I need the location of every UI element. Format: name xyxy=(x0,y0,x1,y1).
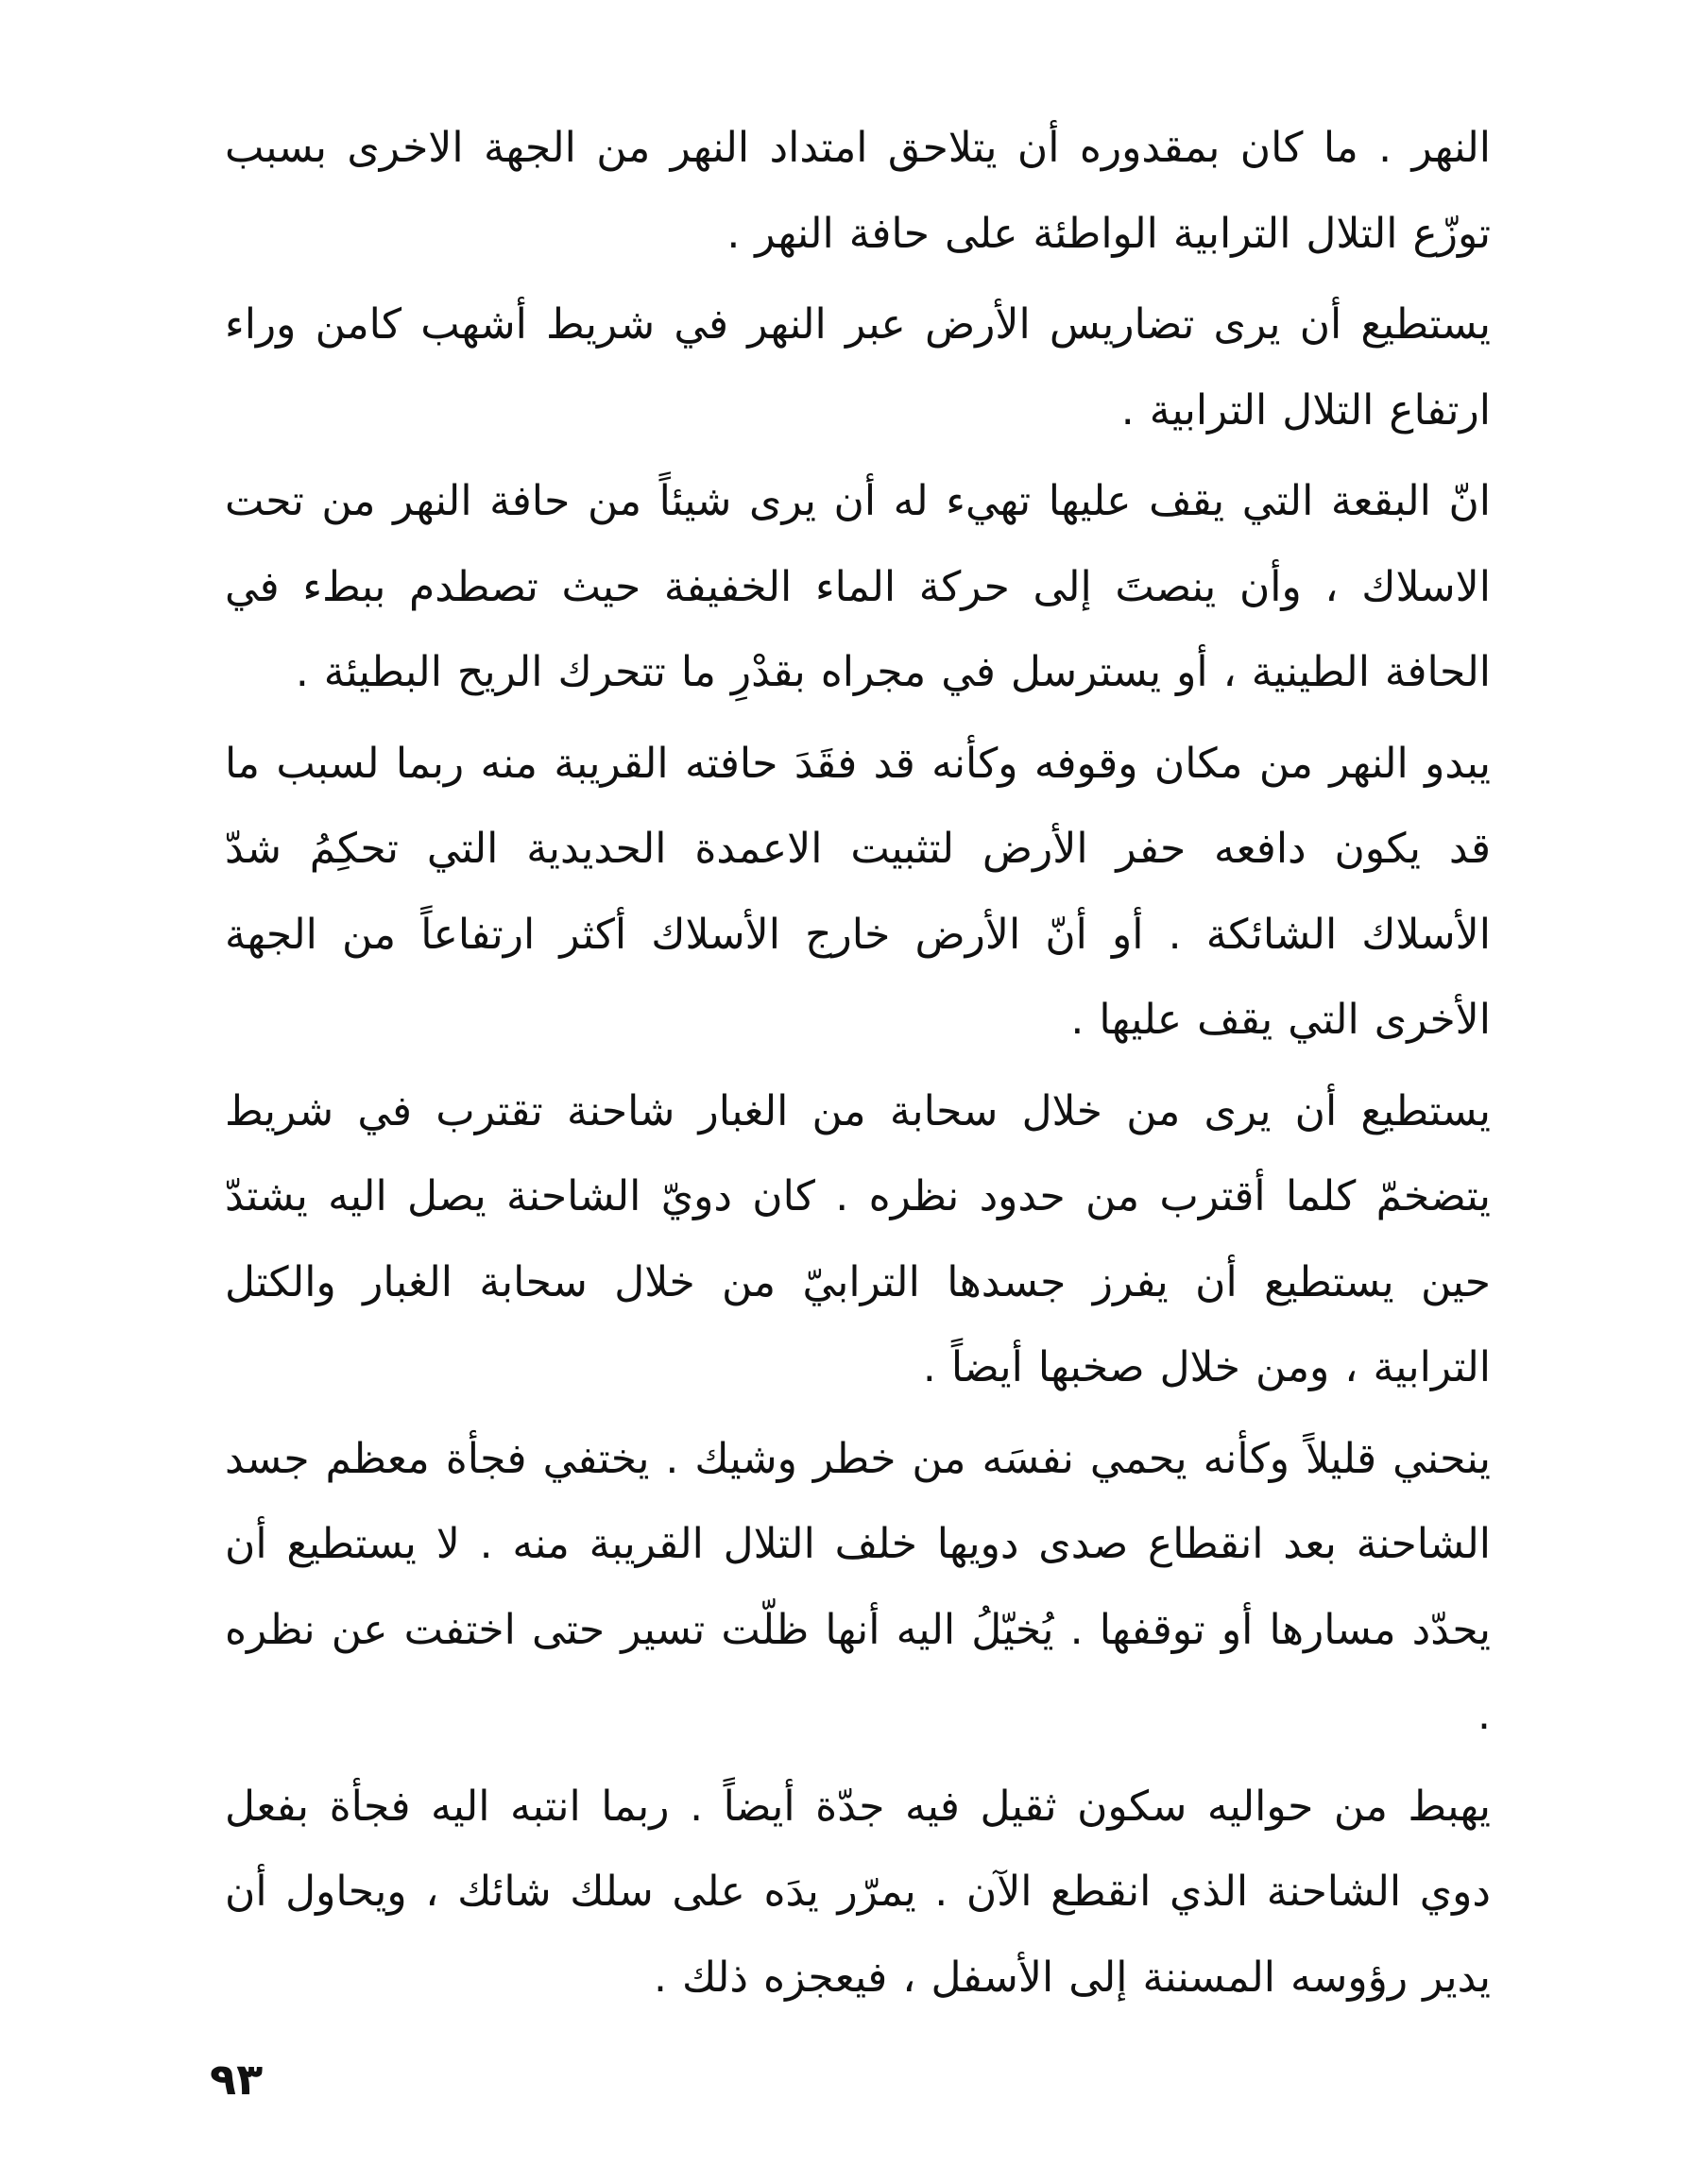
paragraph-3: انّ البقعة التي يقف عليها تهيء له أن يرى شيئاً من حافة النهر من تحت الاسلاك ، وأن ينصتَ إلى حركة الماء الخفيفة حيث تصطدم ببطء في الحافة الطينية ، أو يسترسل في مجراه بقدْرِ ما تتحرك الريح البطيئة . xyxy=(225,477,1491,696)
page-number: ٩٣ xyxy=(210,2054,264,2105)
paragraph-5: يستطيع أن يرى من خلال سحابة من الغبار شاحنة تقترب في شريط يتضخمّ كلما أقترب من حدود نظره . كان دويّ الشاحنة يصل اليه يشتدّ حين يستطيع أن يفرز جسدها الترابيّ من خلال سحابة الغبار والكتل الترابية ، ومن خلال صخبها أيضاً . xyxy=(225,1086,1491,1391)
paragraph-7: يهبط من حواليه سكون ثقيل فيه جدّة أيضاً . ربما انتبه اليه فجأة بفعل دوي الشاحنة الذي انقطع الآن . يمرّر يدَه على سلك شائك ، ويحاول أن يدير رؤوسه المسننة إلى الأسفل ، فيعجزه ذلك . xyxy=(225,1782,1491,2002)
paragraph-4: يبدو النهر من مكان وقوفه وكأنه قد فقَدَ حافته القريبة منه ربما لسبب ما قد يكون دافعه حفر الأرض لتثبيت الاعمدة الحديدية التي تحكِمُ شدّ الأسلاك الشائكة . أو أنّ الأرض خارج الأسلاك أكثر ارتفاعاً من الجهة الأخرى التي يقف عليها . xyxy=(225,739,1491,1044)
paragraph-1: النهر . ما كان بمقدوره أن يتلاحق امتداد النهر من الجهة الاخرى بسبب توزّع التلال الترابية الواطئة على حافة النهر . xyxy=(225,124,1491,258)
paragraph-6: ينحني قليلاً وكأنه يحمي نفسَه من خطر وشيك . يختفي فجأة معظم جسد الشاحنة بعد انقطاع صدى دويها خلف التلال القريبة منه . لا يستطيع أن يحدّد مسارها أو توقفها . يُخيّلُ اليه أنها ظلّت تسير حتى اختفت عن نظره . xyxy=(225,1434,1491,1739)
paragraph-2: يستطيع أن يرى تضاريس الأرض عبر النهر في شريط أشهب كامن وراء ارتفاع التلال الترابية . xyxy=(225,300,1491,435)
body-text xyxy=(225,106,1491,2021)
